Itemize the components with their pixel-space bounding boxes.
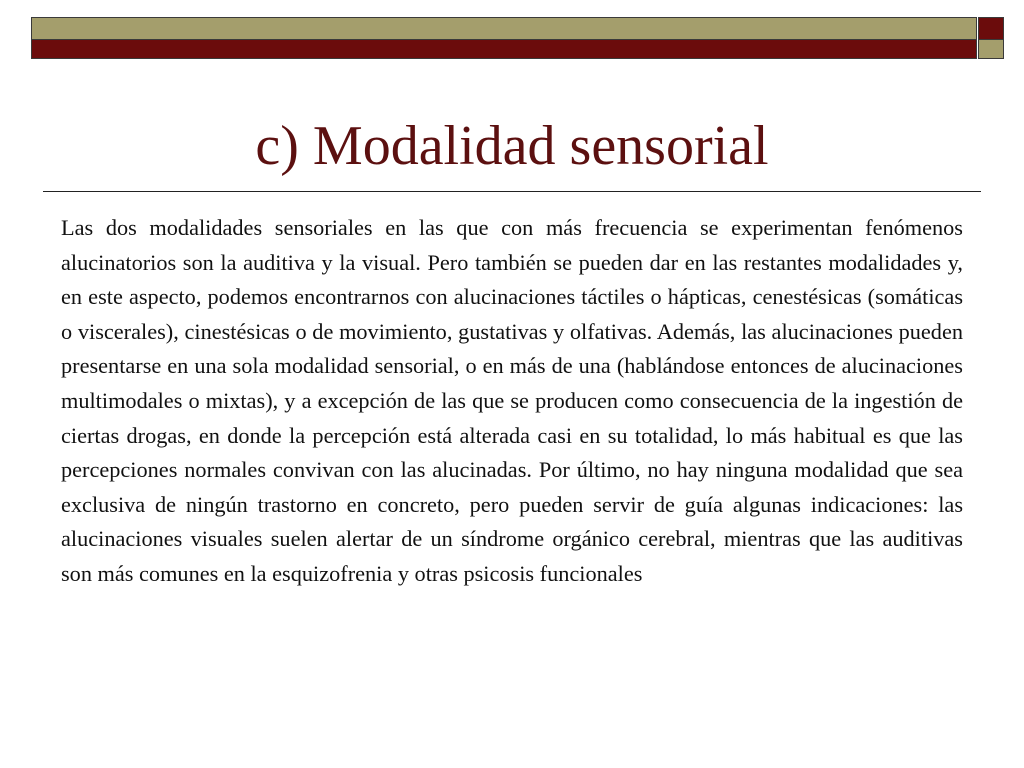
- title-divider: [43, 191, 981, 192]
- slide-title: c) Modalidad sensorial: [255, 115, 769, 177]
- header-bar-red: [31, 40, 977, 59]
- header-square-red: [978, 17, 1004, 40]
- header-bar-olive: [31, 17, 977, 40]
- slide-body-text: Las dos modalidades sensoriales en las que con más frecuencia se experimentan fenómenos alucinatorios son la auditiva y la visual. Pero también se pueden dar en las restantes modalidades y, en este aspecto, podemos encontrarnos con alucinaciones táctiles o hápticas, cenestésicas (somáticas o viscerales), cinestésicas o de movimiento, gustativas y olfativas. Además, las alucinaciones pueden presentarse en una sola modalidad sensorial, o en más de una (hablándose entonces de alucinaciones multimodales o mixtas), y a excepción de las que se producen como consecuencia de la ingestión de ciertas drogas, en donde la percepción está alterada casi en su totalidad, lo más habitual es que las percepciones normales convivan con las alucinadas. Por último, no hay ninguna modalidad que sea exclusiva de ningún trastorno en concreto, pero pueden servir de guía algunas indicaciones: las alucinaciones visuales suelen alertar de un síndrome orgánico cerebral, mientras que las auditivas son más comunes en la esquizofrenia y otras psicosis funcionales: [61, 215, 963, 586]
- header-square-olive: [978, 40, 1004, 59]
